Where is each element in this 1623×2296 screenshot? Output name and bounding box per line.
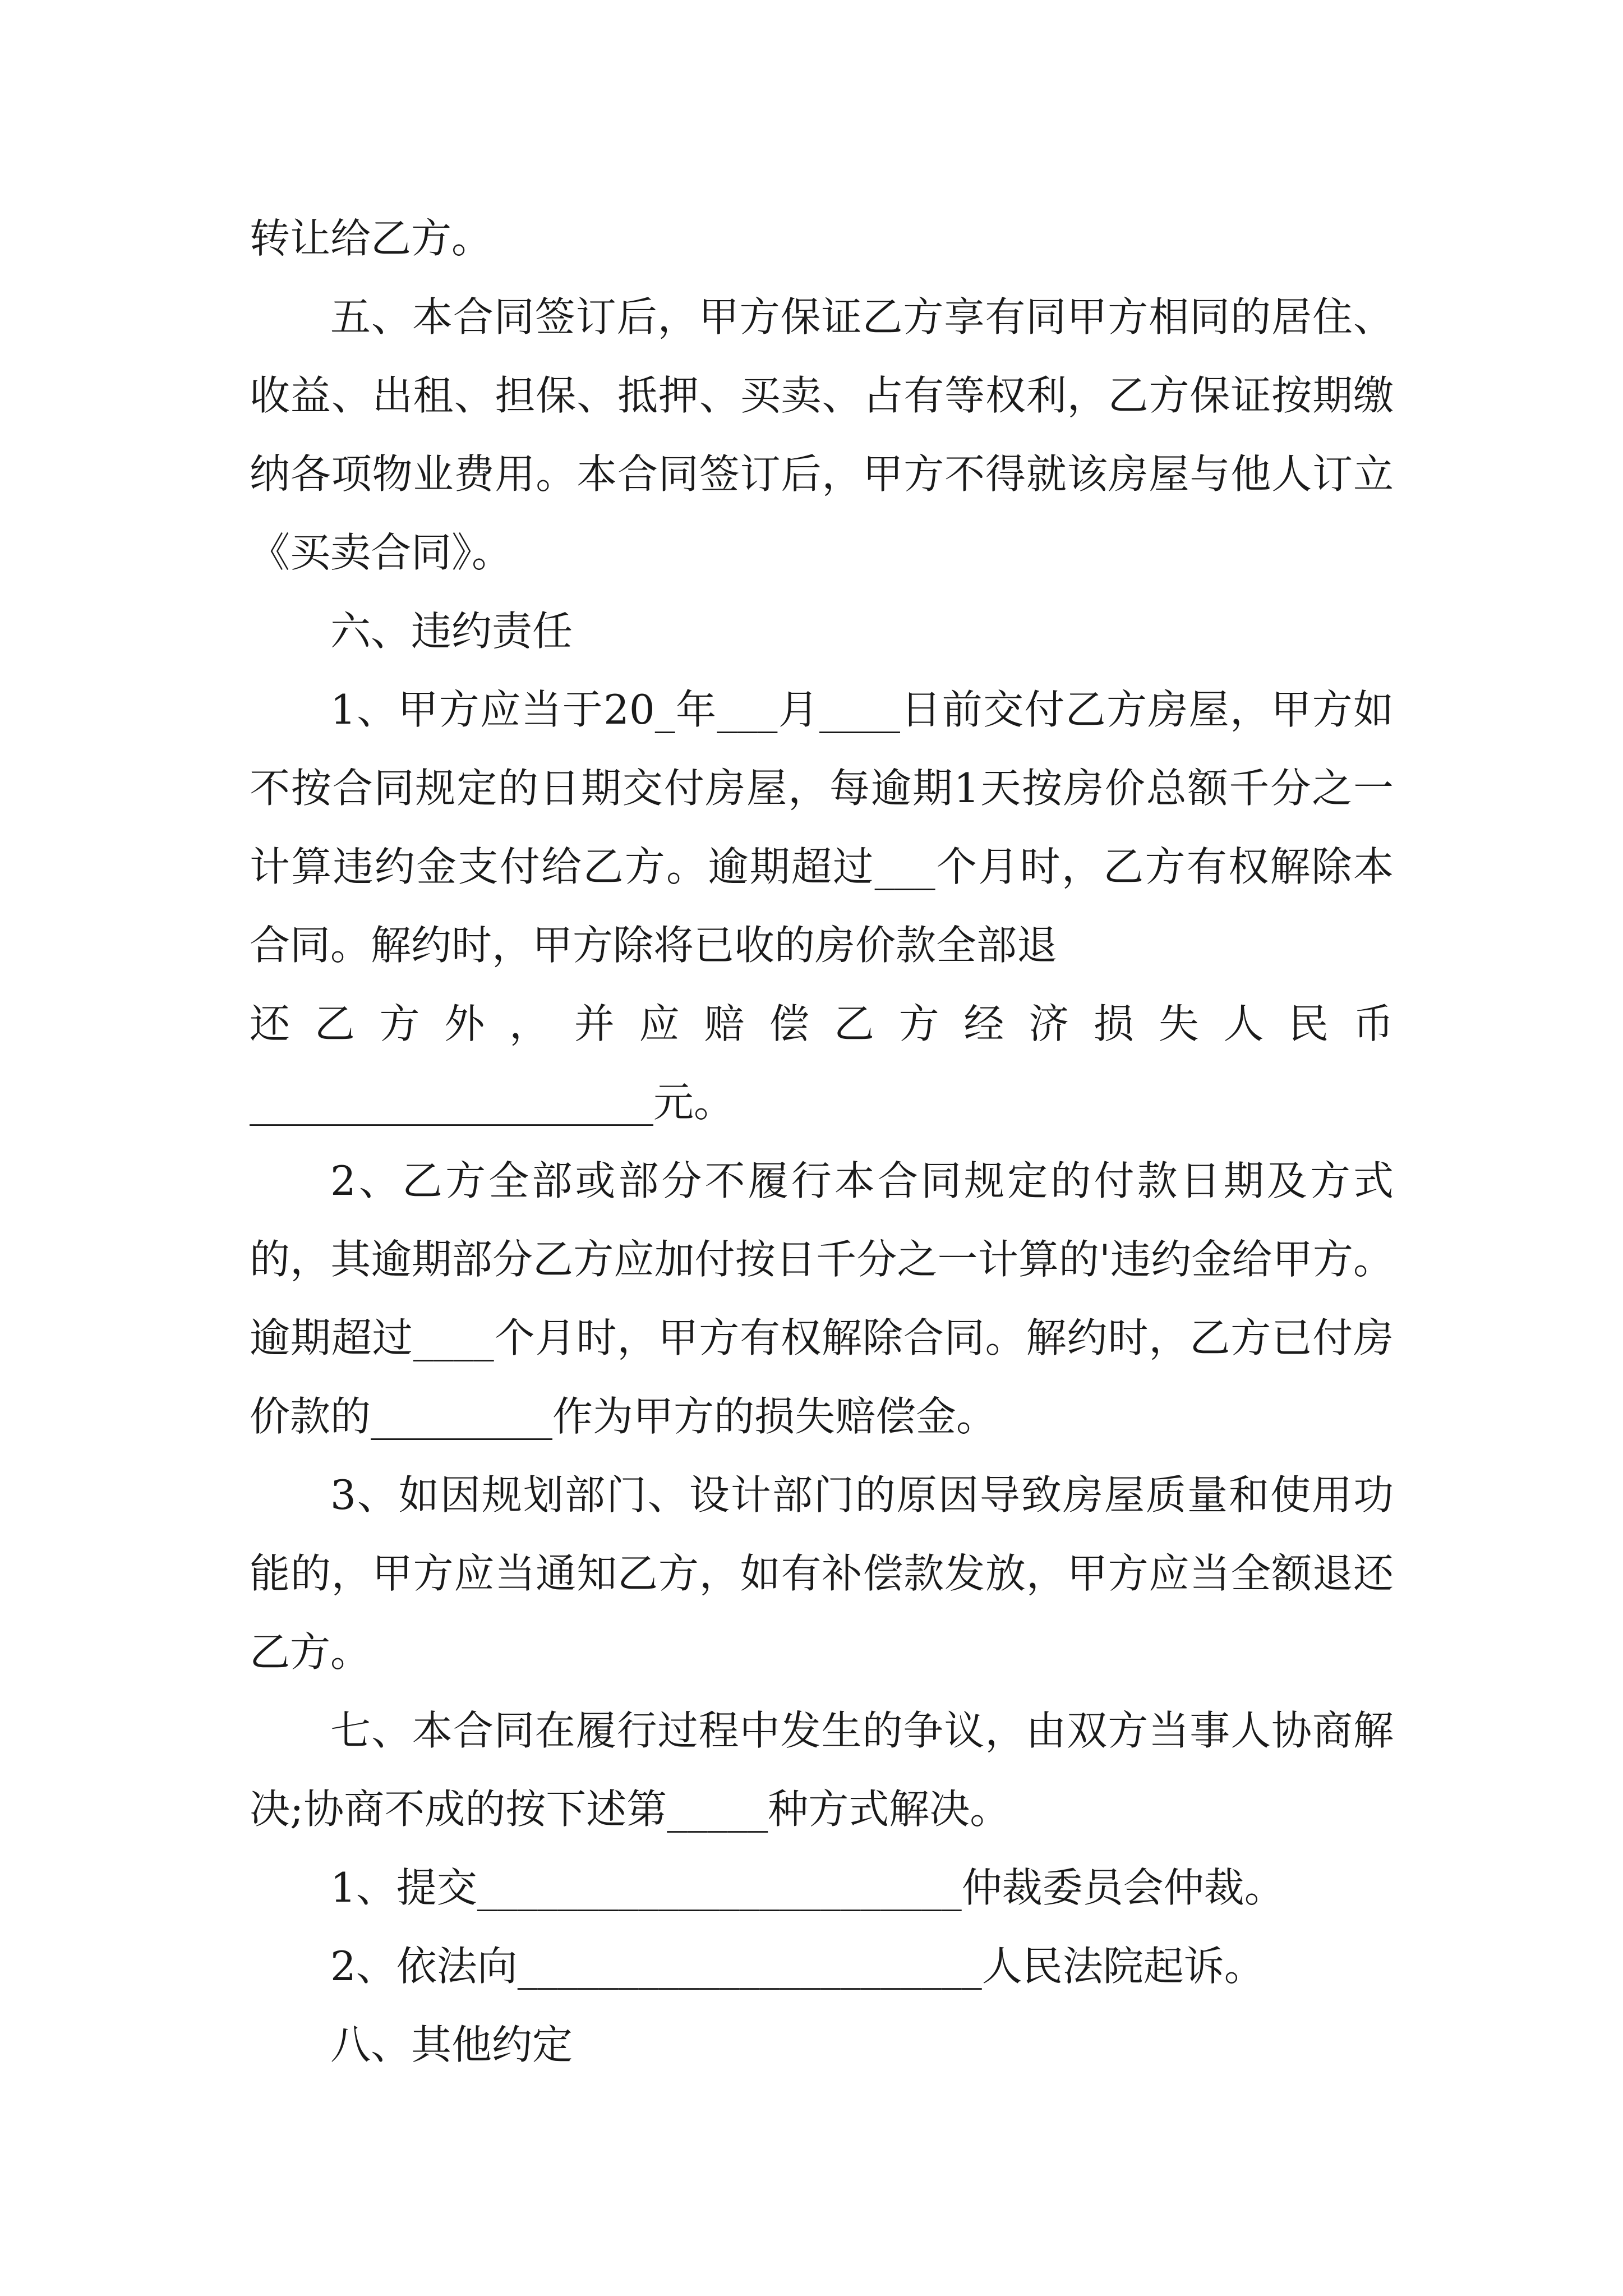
paragraph-transfer: 转让给乙方。 — [250, 215, 492, 262]
paragraph-breach-1-cont: 还乙方外，并应赔偿乙方经济损失人民币 — [250, 1000, 1394, 1047]
paragraph-breach-1-amount: ____________________元。 — [250, 1079, 735, 1126]
paragraph-breach-2: 2、乙方全部或部分不履行本合同规定的付款日期及方式的，其逾期部分乙方应加付按日千分之一计算的'违约金给甲方。逾期超过____个月时，甲方有权解除合同。解约时，乙方已付房价款的_________作为甲方的损失赔偿金。 — [250, 1157, 1394, 1440]
paragraph-arbitration: 1、提交________________________仲裁委员会仲裁。 — [330, 1864, 1285, 1911]
document-body — [250, 199, 1394, 2084]
paragraph-litigation: 2、依法向_______________________人民法院起诉。 — [330, 1943, 1265, 1990]
heading-other-terms: 八、其他约定 — [330, 2021, 573, 2068]
paragraph-clause-7: 七、本合同在履行过程中发生的争议，由双方当事人协商解决;协商不成的按下述第_____种方式解决。 — [250, 1707, 1394, 1833]
heading-breach-liability: 六、违约责任 — [330, 608, 573, 655]
paragraph-clause-5: 五、本合同签订后，甲方保证乙方享有同甲方相同的居住、收益、出租、担保、抵押、买卖、占有等权利，乙方保证按期缴纳各项物业费用。本合同签订后，甲方不得就该房屋与他人订立《买卖合同》。 — [250, 293, 1394, 576]
paragraph-breach-1: 1、甲方应当于20_年___月____日前交付乙方房屋，甲方如不按合同规定的日期交付房屋，每逾期1天按房价总额千分之一计算违约金支付给乙方。逾期超过___个月时，乙方有权解除本合同。解约时，甲方除将已收的房价款全部退 — [250, 686, 1394, 969]
paragraph-breach-3: 3、如因规划部门、设计部门的原因导致房屋质量和使用功能的，甲方应当通知乙方，如有补偿款发放，甲方应当全额退还乙方。 — [250, 1471, 1394, 1676]
